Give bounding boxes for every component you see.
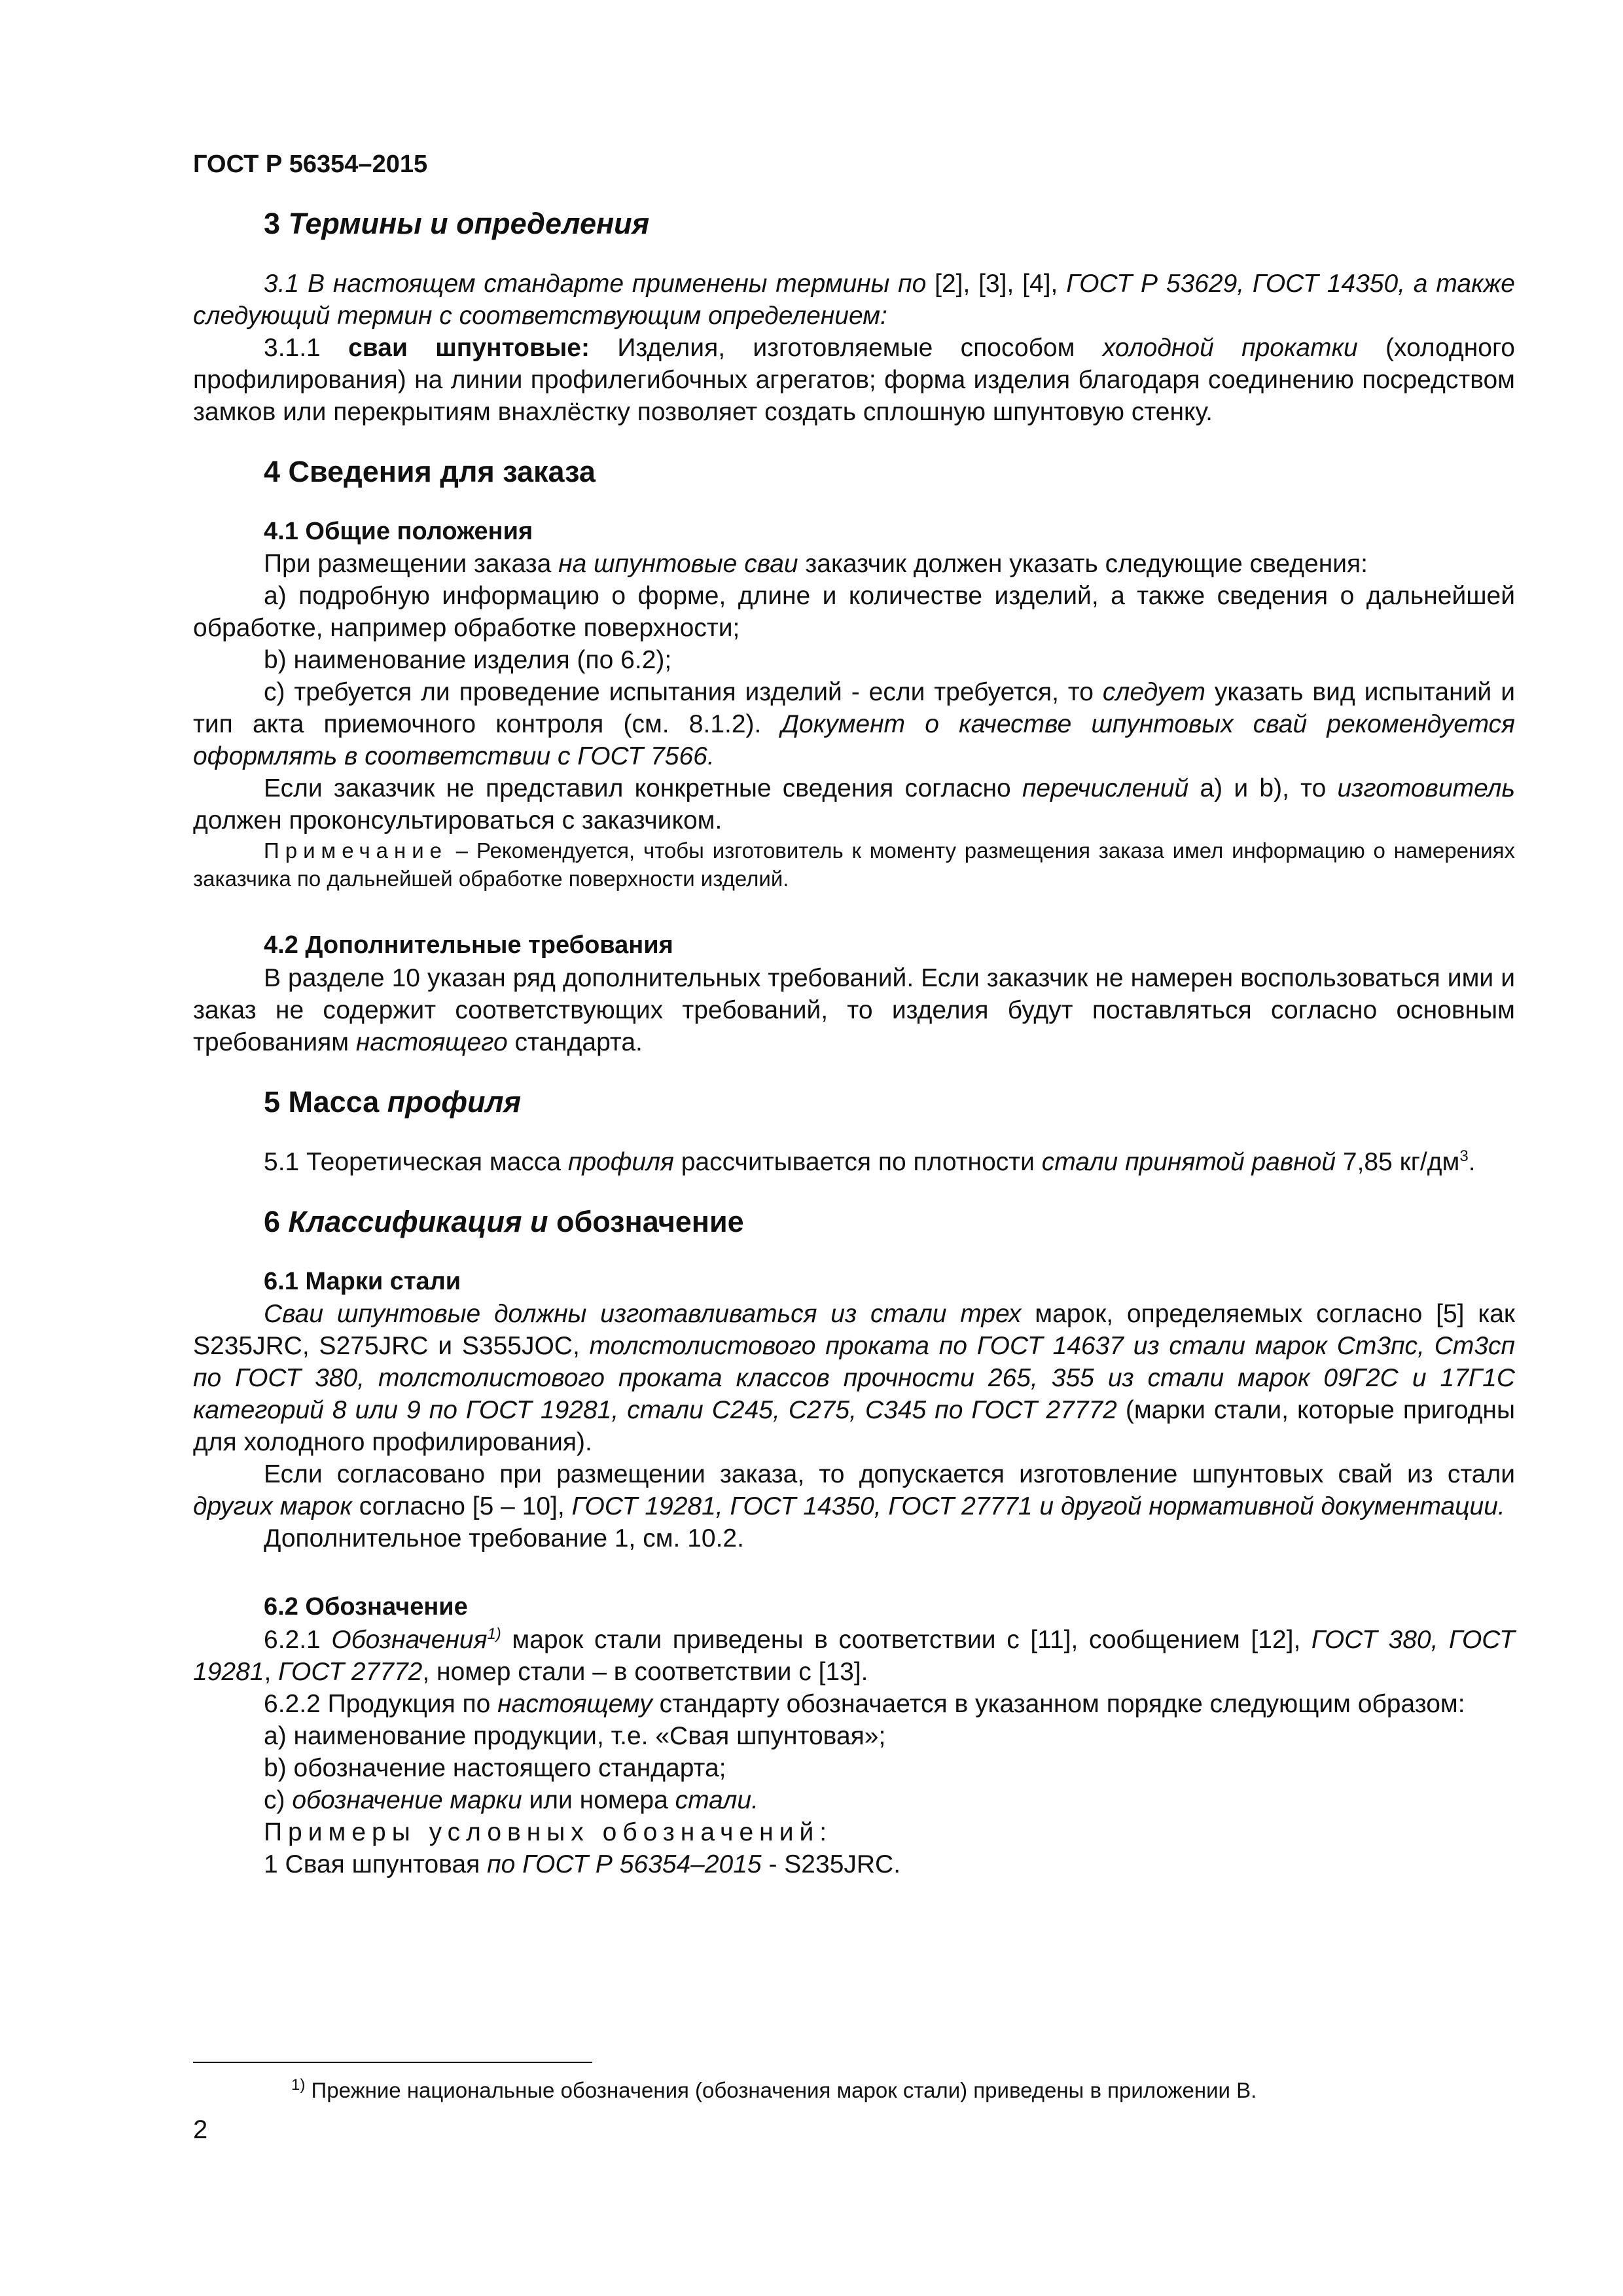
paragraph-6-1-grades: Сваи шпунтовые должны изготавливаться из стали трех марок, определяемых согласно [5] как S235JRC, S275JRC и S355JOC, толстолистового проката по ГОСТ 14637 из стали марок Ст3пс, Ст3сп по ГОСТ 380, толстолистового проката классов прочности 265, 355 из стали марок 09Г2С и 17Г1С категорий 8 или 9 по ГОСТ 19281, стали С245, С275, С345 по ГОСТ 27772 (марки стали, которые пригодны для холодного профилирования). <box>193 1300 1516 1457</box>
page-number: 2 <box>193 2115 208 2144</box>
subsection-4-1-heading: 4.1 Общие положения <box>264 518 533 545</box>
paragraph-5-1: 5.1 Теоретическая масса профиля рассчитывается по плотности стали принятой равной 7,85 $кг/дм^3$. <box>264 1147 1476 1176</box>
paragraph-4-2: В разделе 10 указан ряд дополнительных требований. Если заказчик не намерен воспользоваться ими и заказ не содержит соответствующих требований, то изделия будут поставляться согласно основным требованиям настоящего стандарта. <box>193 963 1515 1056</box>
paragraph-6-2-2: 6.2.2 Продукция по настоящему стандарту обозначается в указанном порядке следующим образом: <box>264 1689 1465 1718</box>
paragraph-3-1: 3.1 В настоящем стандарте применены термины по [2], [3], [4], ГОСТ Р 53629, ГОСТ 14350, а также следующий термин с соответствующим определением: <box>193 270 1515 330</box>
paragraph-4-1-intro: При размещении заказа на шпунтовые сваи заказчик должен указать следующие сведения: <box>264 550 1368 579</box>
section-3-heading: 3 Термины и определения <box>264 207 650 240</box>
example-1: 1 Свая шпунтовая по ГОСТ Р 56354–2015 - S235JRC. <box>264 1850 901 1878</box>
list-item-b: b) наименование изделия (по 6.2); <box>264 646 672 675</box>
examples-label: Примеры условных обозначений: <box>264 1818 833 1846</box>
paragraph-4-1-if: Если заказчик не представил конкретные сведения согласно перечислений a) и b), то изготовитель должен проконсультироваться с заказчиком. <box>193 774 1515 835</box>
footnote: $^{1)}$ Прежние национальные обозначения (обозначения марок стали) приведены в приложении В. <box>291 2076 1257 2102</box>
footnote-divider <box>193 2062 592 2063</box>
document-code: ГОСТ Р 56354–2015 <box>193 151 428 178</box>
section-5-heading: 5 Масса профиля <box>264 1085 521 1119</box>
subsection-6-1-heading: 6.1 Марки стали <box>264 1267 461 1295</box>
paragraph-6-1-extra: Дополнительное требование 1, см. 10.2. <box>264 1524 744 1553</box>
paragraph-6-2-1: 6.2.1 Обозначения$^{1)}$ марок стали приведены в соответствии с [11], сообщением [12], ГОСТ 380, ГОСТ 19281, ГОСТ 27772, номер стали – в соответствии с [13]. <box>193 1624 1515 1686</box>
paragraph-6-1-agreed: Если согласовано при размещении заказа, то допускается изготовление шпунтовых свай из стали других марок согласно [5 – 10], ГОСТ 19281, ГОСТ 14350, ГОСТ 27771 и другой нормативной документации. <box>193 1460 1515 1521</box>
designation-item-a: a) наименование продукции, т.е. «Свая шпунтовая»; <box>264 1721 886 1750</box>
page-content <box>193 151 1515 1880</box>
subsection-6-2-heading: 6.2 Обозначение <box>264 1593 468 1621</box>
list-item-a: a) подробную информацию о форме, длине и количестве изделий, а также сведения о дальнейшей обработке, например обработке поверхности; <box>193 582 1515 643</box>
section-6-heading: 6 Классификация и обозначение <box>264 1204 744 1238</box>
designation-item-c: c) обозначение марки или номера стали. <box>264 1785 758 1814</box>
note-4-1: Примечание – Рекомендуется, чтобы изготовитель к моменту размещения заказа имел информацию о намерениях заказчика по дальнейшей обработке поверхности изделий. <box>193 838 1515 891</box>
list-item-c: c) требуется ли проведение испытания изделий - если требуется, то следует указать вид испытаний и тип акта приемочного контроля (см. 8.1.2). Документ о качестве шпунтовых свай рекомендуется оформлять в соответствии с ГОСТ 7566. <box>193 678 1516 771</box>
section-4-heading: 4 Сведения для заказа <box>264 455 596 488</box>
paragraph-3-1-1: 3.1.1 сваи шпунтовые: Изделия, изготовляемые способом холодной прокатки (холодного профилирования) на линии профилегибочных агрегатов; форма изделия благодаря соединению посредством замков или перекрытиям внахлёстку позволяет создать сплошную шпунтовую стенку. <box>193 334 1515 426</box>
designation-item-b: b) обозначение настоящего стандарта; <box>264 1753 726 1782</box>
subsection-4-2-heading: 4.2 Дополнительные требования <box>264 931 673 960</box>
